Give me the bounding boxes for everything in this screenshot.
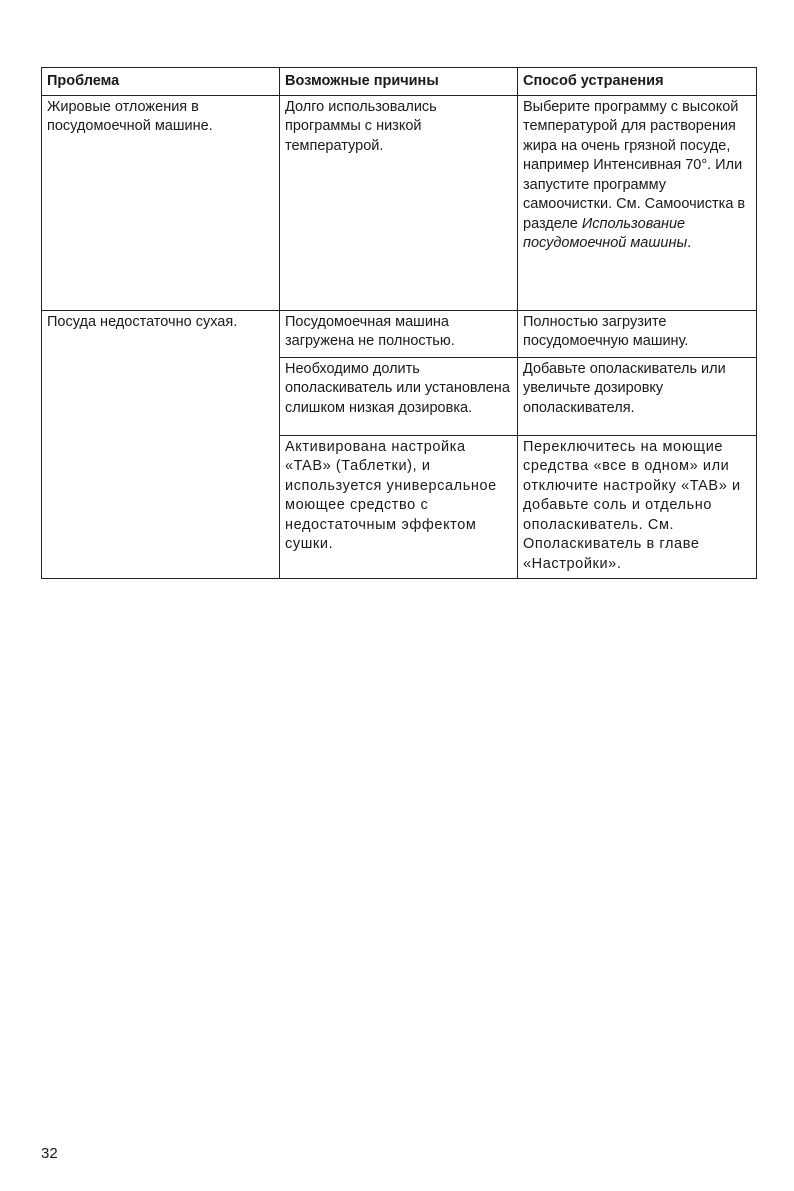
solution-cell [518,357,757,435]
table-header-row [42,68,757,96]
cause-cell [280,310,518,357]
table-row [42,95,757,310]
solution-text [523,98,751,254]
solution-text-suffix: . [687,235,692,251]
cause-text: Активирована настройка «TAB» (Таблетки), и используется универсальное моющее средство с недостаточным эффектом сушки. [285,438,497,552]
problem-cell [42,95,280,310]
header-causes: Возможные причины [280,68,518,96]
page-number: 32 [41,1145,58,1162]
problem-text: Жировые отложения в посудомоечной машине. [47,98,213,134]
solution-text: Переключитесь на моющие средства «все в одном» или отключите настройку «TAB» и добавьте соль и отдельно ополаскиватель. См. Ополаскиватель в главе «Настройки». [523,438,741,572]
cause-cell [280,435,518,579]
solution-text-prefix: Выберите программу с высокой температурой для растворения жира на очень грязной посуде, например Интенсивная 70°. Или запустите программу самоочистки. См. Самоочистка в разделе [523,98,746,232]
solution-cell [518,310,757,357]
cause-text: Долго использовались программы с низкой температурой. [285,98,437,154]
solution-cell [518,435,757,579]
cause-cell [280,357,518,435]
header-problem: Проблема [42,68,280,96]
problem-text: Посуда недостаточно сухая. [47,313,238,330]
table-row [42,310,757,357]
solution-text: Добавьте ополаскиватель или увеличьте дозировку ополаскивателя. [523,360,726,416]
solution-text-italic-reference: Использование посудомоечной машины [523,215,688,251]
cause-cell [280,95,518,310]
problem-cell [42,310,280,579]
header-solution: Способ устранения [518,68,757,96]
troubleshooting-table [41,67,757,579]
cause-text: Посудомоечная машина загружена не полностью. [285,313,455,349]
solution-cell [518,95,757,310]
cause-text: Необходимо долить ополаскиватель или установлена слишком низкая дозировка. [285,360,510,416]
solution-text: Полностью загрузите посудомоечную машину. [523,313,689,349]
